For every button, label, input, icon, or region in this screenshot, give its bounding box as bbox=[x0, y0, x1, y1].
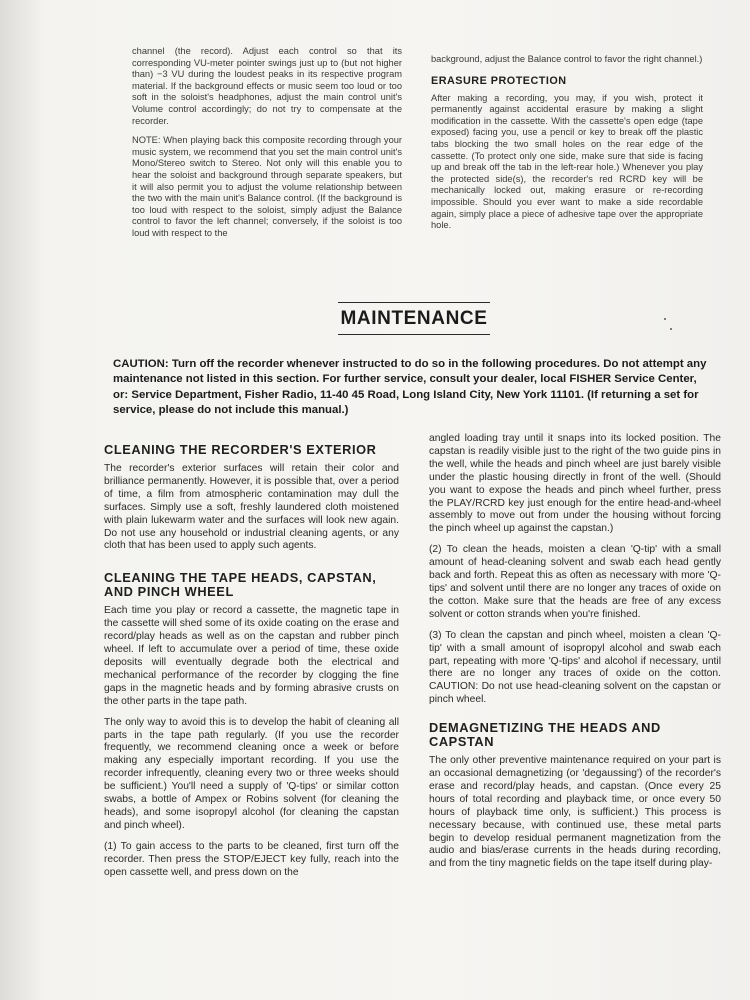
tape-heads-paragraph-3: (1) To gain access to the parts to be cleaned, first turn off the recorder. Then press the STOP/EJECT key fully, reach into the open cassette well, and press down on the bbox=[104, 840, 399, 878]
top-left-paragraph: channel (the record). Adjust each control so that its corresponding VU-meter pointer swings just up to (but not higher than) −3 VU during the loudest peaks in its respective program material. If the background effects or music seem too loud or too soft in the soloist's headphones, adjust the main control unit's Volume control accordingly; do not try to compensate at the recorder. bbox=[132, 46, 402, 126]
clean-capstan-paragraph: (3) To clean the capstan and pinch wheel, moisten a clean 'Q-tip' with a small amount of isopropyl alcohol and swab each part, repeating with more 'Q-tips' and alcohol if necessary, until there are no longer any traces of oxide on the cotton. CAUTION: Do not use head-cleaning solvent on the capstan or pinch wheel. bbox=[429, 629, 721, 706]
demagnetizing-paragraph: The only other preventive maintenance required on your part is an occasional demagnetizing (or 'degaussing') of the recorder's erase and record/play heads, and capstan. (Once every 25 hours of total recording and playback time, or once every 50 hours of playback time only, is sufficient.) This process is necessary because, with continued use, these metal parts begin to develop residual permanent magnetization from the audio and bias/erase currents in the heads during recording, and from the tiny magnetic fields on the tape itself during play- bbox=[429, 755, 721, 870]
section-title-box bbox=[338, 302, 490, 335]
section-title: MAINTENANCE bbox=[340, 308, 488, 329]
loading-tray-paragraph: angled loading tray until it snaps into its locked position. The capstan is readily visible just to the right of the two guide pins in the well, while the heads and pinch wheel are just barely visible under the plastic housing directly in front of the well. (Should you want to expose the heads and pinch wheel further, press the PLAY/RCRD key just enough for the entire head-and-wheel assembly to move out from under the housing without forcing the pinch wheel up against the capstan.) bbox=[429, 433, 721, 535]
clean-heads-paragraph: (2) To clean the heads, moisten a clean 'Q-tip' with a small amount of head-cleaning solvent and swab each head gently back and forth. Repeat this as often as necessary with more 'Q-tips' and solvent until there are no longer any traces of oxide on the cotton. Make sure that the heads are free of any excess solvent or cotton strands when you're finished. bbox=[429, 544, 721, 620]
exterior-paragraph: The recorder's exterior surfaces will retain their color and brilliance permanently. However, it is possible that, over a period of time, a film from atmospheric contamination may dull the surfaces. Simply use a soft, freshly laundered cloth moistened with plain lukewarm water and the surfaces will look new again. Do not use any household or industrial cleaning agents, or any cloth that has been used to apply such agents. bbox=[104, 463, 399, 552]
demagnetizing-heading: DEMAGNETIZING THE HEADS AND CAPSTAN bbox=[429, 720, 661, 750]
top-right-column bbox=[431, 54, 703, 240]
top-left-column bbox=[132, 46, 402, 248]
print-speck bbox=[670, 328, 672, 330]
erasure-protection-paragraph: After making a recording, you may, if you wish, protect it permanently against accidental erasure by making a slight modification in the cassette. With the cassette's open edge (tape exposed) facing you, use a pencil or key to break off the plastic tabs blocking the two small holes on the rear edge of the cassette. (To protect only one side, make sure that side is facing up and break off the tab in the left-rear hole.) Whenever you play the protected side(s), the recorder's red RCRD key will be mechanically locked out, making erasure or re-recording impossible. Should you ever want to make a side recordable again, simply place a piece of adhesive tape over the appropriate hole. bbox=[431, 92, 703, 231]
left-column bbox=[104, 433, 399, 887]
print-speck bbox=[664, 318, 666, 320]
caution-notice: CAUTION: Turn off the recorder whenever instructed to do so in the following procedures. Do not attempt any maintenance not listed in this section. For further service, consult your dealer, local FISHER Service Center, or: Service Department, Fisher Radio, 11-40 45 Road, Long Island City, New York 11101. (If returning a set for service, please do not include this manual.) bbox=[113, 358, 707, 417]
right-column bbox=[429, 433, 721, 879]
tape-heads-heading: CLEANING THE TAPE HEADS, CAPSTAN, AND PINCH WHEEL bbox=[104, 570, 377, 600]
tape-heads-paragraph-2: The only way to avoid this is to develop the habit of cleaning all parts in the tape path regularly. (If you use the recorder frequently, we recommend cleaning once a week or before making any especially important recording. If you use the recorder infrequently, cleaning every two or three weeks should be sufficient.) You'll need a supply of 'Q-tips' or similar cotton swabs, a bottle of Ampex or Robins solvent (for cleaning the heads), and some isopropyl alcohol (for cleaning the capstan and pinch wheel). bbox=[104, 716, 399, 831]
top-right-paragraph: background, adjust the Balance control to favor the right channel.) bbox=[431, 54, 703, 64]
tape-heads-paragraph-1: Each time you play or record a cassette, the magnetic tape in the cassette will shed some of its oxide coating on the erase and record/play heads as well as on the capstan and rubber pinch wheel. If left to accumulate over a period of time, these oxide deposits will eventually degrade both the electrical and mechanical performance of the recorder by clogging the fine gaps in the magnetic heads and by forming abrasive crusts on the other parts in the tape path. bbox=[104, 605, 399, 707]
exterior-heading: CLEANING THE RECORDER'S EXTERIOR bbox=[104, 442, 377, 457]
note-paragraph: NOTE: When playing back this composite recording through your music system, we recommend that you set the main control unit's Mono/Stereo switch to Stereo. Not only will this enable you to hear the soloist and background through separate speakers, but it will also permit you to adjust the volume relationship between the two with the main unit's Balance control. (If the background is too loud with respect to the soloist, simply adjust the Balance control to favor the left channel; conversely, if the soloist is too loud with respect to the bbox=[132, 135, 402, 238]
erasure-protection-heading: ERASURE PROTECTION bbox=[431, 74, 567, 87]
